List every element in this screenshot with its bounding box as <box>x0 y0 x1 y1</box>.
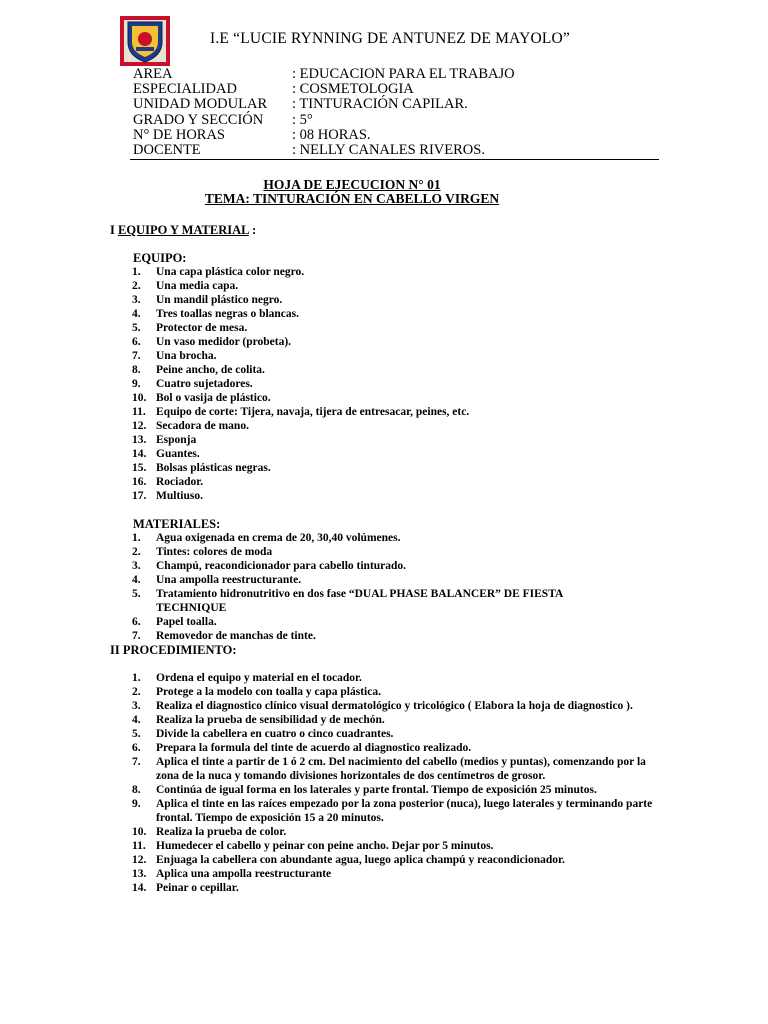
item-text: Ordena el equipo y material en el tocador. <box>156 672 362 684</box>
list-item <box>132 335 676 349</box>
item-text: Una ampolla reestructurante. <box>156 574 302 586</box>
item-number: 15. <box>132 462 147 474</box>
item-text: Peine ancho, de colita. <box>156 364 265 376</box>
item-number: 12. <box>132 420 147 432</box>
item-number: 6. <box>132 742 141 754</box>
list-item <box>132 419 676 433</box>
item-number: 10. <box>132 826 147 838</box>
equipo-list <box>132 265 676 503</box>
item-text: Humedecer el cabello y peinar con peine ancho. Dejar por 5 minutos. <box>156 840 494 852</box>
item-text: Tratamiento hidronutritivo en dos fase “DUAL PHASE BALANCER” DE FIESTA TECHNIQUE <box>156 588 563 614</box>
item-text: Aplica una ampolla reestructurante <box>156 868 332 880</box>
list-item <box>132 447 676 461</box>
info-label: GRADO Y SECCIÓN <box>133 112 264 128</box>
materiales-label: MATERIALES: <box>133 517 221 531</box>
section-suffix: : <box>248 223 257 237</box>
list-item <box>132 545 626 559</box>
list-item <box>132 293 676 307</box>
item-text: Cuatro sujetadores. <box>156 378 253 390</box>
list-item <box>132 867 656 881</box>
item-number: 2. <box>132 686 141 698</box>
list-item <box>132 321 676 335</box>
list-item <box>132 797 656 825</box>
item-number: 9. <box>132 378 141 390</box>
item-number: 11. <box>132 840 146 852</box>
item-text: Prepara la formula del tinte de acuerdo al diagnostico realizado. <box>156 742 472 754</box>
list-item <box>132 531 626 545</box>
item-text: Multiuso. <box>156 490 203 502</box>
item-text: Tintes: colores de moda <box>156 546 273 558</box>
info-value: : 5° <box>292 112 313 128</box>
list-item <box>132 307 676 321</box>
item-text: Rociador. <box>156 476 204 488</box>
section-prefix: I <box>110 223 118 237</box>
list-item <box>132 433 676 447</box>
item-text: Bol o vasija de plástico. <box>156 392 271 404</box>
item-number: 5. <box>132 588 141 600</box>
item-text: Divide la cabellera en cuatro o cinco cuadrantes. <box>156 728 394 740</box>
item-text: Aplica el tinte a partir de 1 ó 2 cm. Del nacimiento del cabello (medios y puntas), comenzando por la zona de la nuca y tomando divisiones horizontales de dos centímetros de grosor. <box>156 756 646 782</box>
item-text: Realiza la prueba de color. <box>156 826 287 838</box>
item-number: 8. <box>132 784 141 796</box>
list-item <box>132 839 656 853</box>
item-number: 6. <box>132 336 141 348</box>
item-number: 12. <box>132 854 147 866</box>
item-number: 2. <box>132 546 141 558</box>
item-number: 3. <box>132 700 141 712</box>
item-text: Tres toallas negras o blancas. <box>156 308 300 320</box>
item-text: Esponja <box>156 434 197 446</box>
school-name: I.E “LUCIE RYNNING DE ANTUNEZ DE MAYOLO” <box>210 30 571 47</box>
item-number: 17. <box>132 490 147 502</box>
item-text: Protege a la modelo con toalla y capa plástica. <box>156 686 381 698</box>
item-text: Agua oxigenada en crema de 20, 30,40 volúmenes. <box>156 532 401 544</box>
list-item <box>132 755 656 783</box>
list-item <box>132 349 676 363</box>
item-number: 8. <box>132 364 141 376</box>
materiales-list <box>132 531 626 643</box>
item-text: Papel toalla. <box>156 616 217 628</box>
item-text: Removedor de manchas de tinte. <box>156 630 316 642</box>
info-label: UNIDAD MODULAR <box>133 96 268 112</box>
item-number: 11. <box>132 406 146 418</box>
list-item <box>132 825 656 839</box>
info-value: : TINTURACIÓN CAPILAR. <box>292 96 468 112</box>
section-title-text: EQUIPO Y MATERIAL <box>118 223 249 237</box>
item-text: Secadora de mano. <box>156 420 249 432</box>
info-value: : NELLY CANALES RIVEROS. <box>292 142 485 158</box>
info-label: ESPECIALIDAD <box>133 81 237 97</box>
item-text: Continúa de igual forma en los laterales y parte frontal. Tiempo de exposición 25 minutos. <box>156 784 597 796</box>
item-text: Enjuaga la cabellera con abundante agua, luego aplica champú y reacondicionador. <box>156 854 565 866</box>
item-text: Bolsas plásticas negras. <box>156 462 271 474</box>
item-number: 3. <box>132 294 141 306</box>
info-value: : EDUCACION PARA EL TRABAJO <box>292 66 515 82</box>
item-text: Protector de mesa. <box>156 322 248 334</box>
list-item <box>132 489 676 503</box>
section-procedimiento-title: II PROCEDIMIENTO: <box>110 643 237 657</box>
document-title: HOJA DE EJECUCION N° 01 <box>263 177 441 192</box>
item-number: 10. <box>132 392 147 404</box>
item-number: 3. <box>132 560 141 572</box>
item-number: 4. <box>132 308 141 320</box>
item-number: 14. <box>132 882 147 894</box>
list-item <box>132 727 656 741</box>
item-number: 7. <box>132 630 141 642</box>
equipo-label: EQUIPO: <box>133 251 187 265</box>
item-number: 7. <box>132 756 141 768</box>
list-item <box>132 363 676 377</box>
item-text: Un vaso medidor (probeta). <box>156 336 292 348</box>
list-item <box>132 559 626 573</box>
list-item <box>132 741 656 755</box>
info-value: : 08 HORAS. <box>292 127 371 143</box>
item-text: Guantes. <box>156 448 200 460</box>
item-text: Champú, reacondicionador para cabello tinturado. <box>156 560 407 572</box>
item-number: 4. <box>132 714 141 726</box>
list-item <box>132 629 626 643</box>
item-number: 1. <box>132 266 141 278</box>
list-item <box>132 475 676 489</box>
list-item <box>132 587 626 615</box>
item-number: 14. <box>132 448 147 460</box>
item-text: Un mandil plástico negro. <box>156 294 283 306</box>
item-text: Una capa plástica color negro. <box>156 266 305 278</box>
item-number: 7. <box>132 350 141 362</box>
item-number: 5. <box>132 728 141 740</box>
list-item <box>132 615 626 629</box>
item-number: 1. <box>132 672 141 684</box>
list-item <box>132 699 656 713</box>
list-item <box>132 265 676 279</box>
list-item <box>132 685 656 699</box>
item-number: 5. <box>132 322 141 334</box>
list-item <box>132 671 656 685</box>
school-crest-logo <box>120 16 170 66</box>
info-label: AREA <box>133 66 173 82</box>
item-number: 13. <box>132 868 147 880</box>
item-number: 6. <box>132 616 141 628</box>
list-item <box>132 391 676 405</box>
info-value: : COSMETOLOGIA <box>292 81 414 97</box>
item-text: Aplica el tinte en las raíces empezado por la zona posterior (nuca), luego laterales y terminando parte frontal. Tiempo de exposición 15 a 20 minutos. <box>156 798 653 824</box>
item-number: 2. <box>132 280 141 292</box>
item-number: 4. <box>132 574 141 586</box>
item-text: Una brocha. <box>156 350 217 362</box>
item-text: Realiza el diagnostico clínico visual dermatológico y tricológico ( Elabora la hoja de diagnostico ). <box>156 700 633 712</box>
item-text: Equipo de corte: Tijera, navaja, tijera de entresacar, peines, etc. <box>156 406 470 418</box>
list-item <box>132 279 676 293</box>
item-text: Realiza la prueba de sensibilidad y de mechón. <box>156 714 385 726</box>
list-item <box>132 573 626 587</box>
item-number: 16. <box>132 476 147 488</box>
list-item <box>132 853 656 867</box>
list-item <box>132 377 676 391</box>
item-text: Una media capa. <box>156 280 239 292</box>
info-label: DOCENTE <box>133 142 201 158</box>
list-item <box>132 461 676 475</box>
list-item <box>132 713 656 727</box>
item-number: 13. <box>132 434 147 446</box>
item-number: 1. <box>132 532 141 544</box>
list-item <box>132 405 676 419</box>
item-text: Peinar o cepillar. <box>156 882 239 894</box>
header-divider <box>130 159 659 160</box>
item-number: 9. <box>132 798 141 810</box>
list-item <box>132 783 656 797</box>
info-label: N° DE HORAS <box>133 127 225 143</box>
list-item <box>132 881 656 895</box>
document-subtitle: TEMA: TINTURACIÓN EN CABELLO VIRGEN <box>204 191 500 206</box>
section-equipo-material-title <box>110 223 256 238</box>
procedimiento-list <box>132 671 656 895</box>
